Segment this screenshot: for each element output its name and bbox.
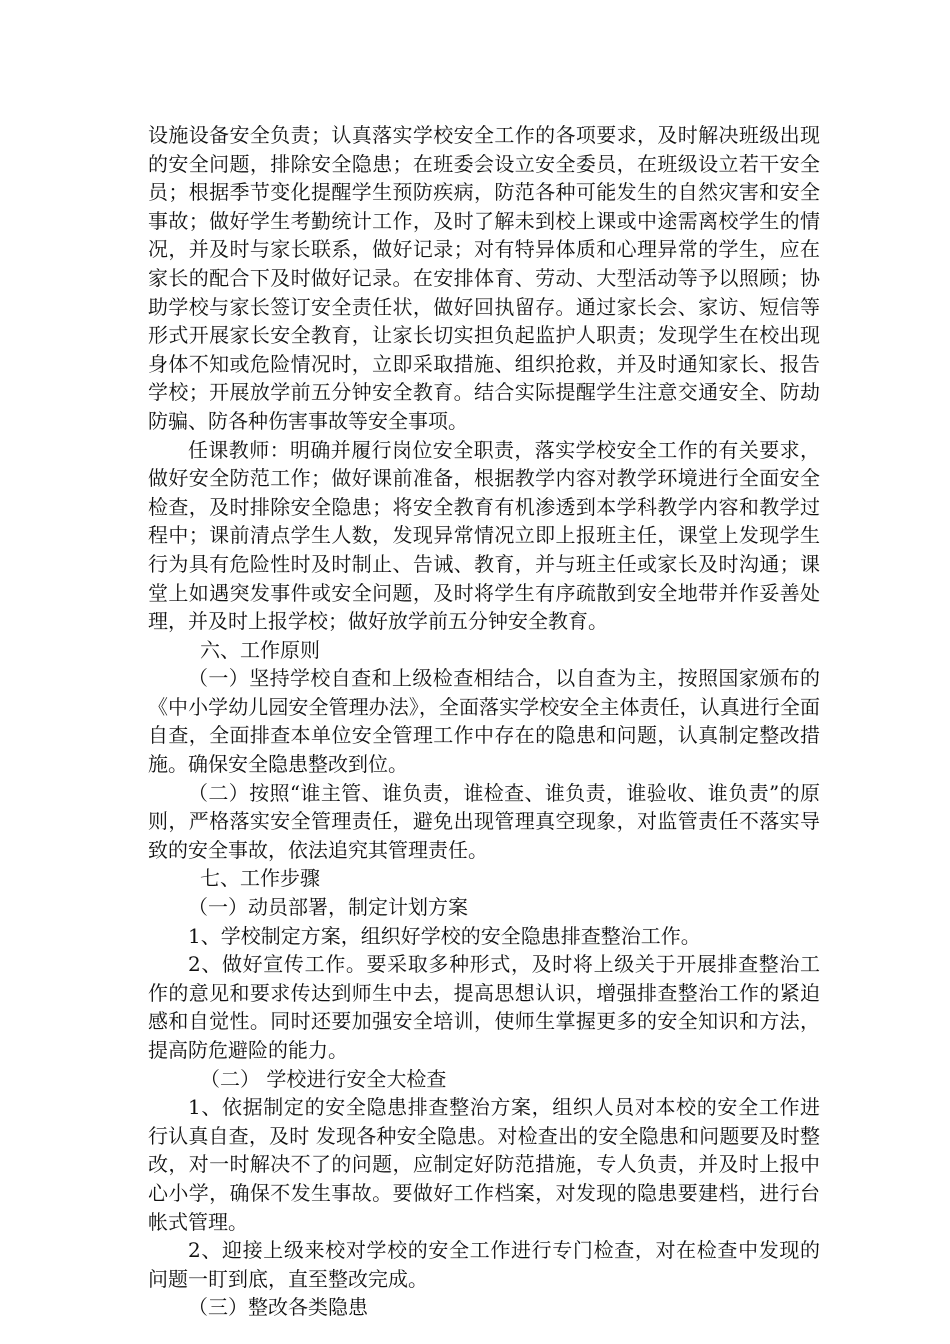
paragraph-step-1-item-2: 2、做好宣传工作。要采取多种形式，及时将上级关于开展排查整治工作的意见和要求传达到师生中去，提高思想认识，增强排查整治工作的紧迫感和自觉性。同时还要加强安全培训，使师生掌握更多的安全知识和方法，提高防危避险的能力。 [148, 952, 820, 1062]
document-page [148, 121, 820, 1322]
paragraph-step-2-item-2: 2、迎接上级来校对学校的安全工作进行专门检查，对在检查中发现的问题一盯到底，直至整改完成。 [148, 1238, 820, 1291]
paragraph-subject-teacher-duties: 任课教师：明确并履行岗位安全职责，落实学校安全工作的有关要求，做好安全防范工作；做好课前准备，根据教学内容对教学环境进行全面安全检查，及时排除安全隐患；将安全教育有机渗透到本学科教学内容和教学过程中；课前清点学生人数，发现异常情况立即上报班主任，课堂上发现学生行为具有危险性时及时制止、告诫、教育，并与班主任或家长及时沟通；课堂上如遇突发事件或安全问题，及时将学生有序疏散到安全地带并作妥善处理，并及时上报学校；做好放学前五分钟安全教育。 [148, 437, 820, 634]
paragraph-step-1-item-1: 1、学校制定方案，组织好学校的安全隐患排查整治工作。 [188, 923, 701, 948]
subheading-step-1: （一）动员部署，制定计划方案 [188, 895, 468, 920]
paragraph-class-teacher-duties: 设施设备安全负责；认真落实学校安全工作的各项要求，及时解决班级出现的安全问题，排除安全隐患；在班委会设立安全委员，在班级设立若干安全员；根据季节变化提醒学生预防疾病，防范各种可能发生的自然灾害和安全事故；做好学生考勤统计工作，及时了解未到校上课或中途需离校学生的情况，并及时与家长联系，做好记录；对有特异体质和心理异常的学生，应在家长的配合下及时做好记录。在安排体育、劳动、大型活动等予以照顾；协助学校与家长签订安全责任状，做好回执留存。通过家长会、家访、短信等形式开展家长安全教育，让家长切实担负起监护人职责；发现学生在校出现身体不知或危险情况时，立即采取措施、组织抢救，并及时通知家长、报告学校；开展放学前五分钟安全教育。结合实际提醒学生注意交通安全、防劫防骗、防各种伤害事故等安全事项。 [148, 123, 820, 433]
section-heading-work-steps: 七、工作步骤 [200, 866, 320, 891]
paragraph-step-2-item-1: 1、依据制定的安全隐患排查整治方案，组织人员对本校的安全工作进行认真自查，及时 发现各种安全隐患。对检查出的安全隐患和问题要及时整改，对一时解决不了的问题，应制定好防范措施，专人负责，并及时上报中心小学，确保不发生事故。要做好工作档案，对发现的隐患要建档，进行台帐式管理。 [148, 1095, 820, 1234]
paragraph-principle-2: （二）按照“谁主管、谁负责，谁检查、谁负责，谁验收、谁负责”的原则，严格落实安全管理责任，避免出现管理真空现象，对监管责任不落实导致的安全事故，依法追究其管理责任。 [148, 780, 820, 862]
subheading-step-3: （三）整改各类隐患 [188, 1295, 368, 1320]
section-heading-work-principles: 六、工作原则 [200, 637, 320, 662]
subheading-step-2: （二） 学校进行安全大检查 [200, 1066, 447, 1091]
paragraph-principle-1: （一）坚持学校自查和上级检查相结合，以自查为主，按照国家颁布的《中小学幼儿园安全管理办法》，全面落实学校安全主体责任，认真进行全面自查，全面排查本单位安全管理工作中存在的隐患和问题，认真制定整改措施。确保安全隐患整改到位。 [148, 666, 820, 777]
